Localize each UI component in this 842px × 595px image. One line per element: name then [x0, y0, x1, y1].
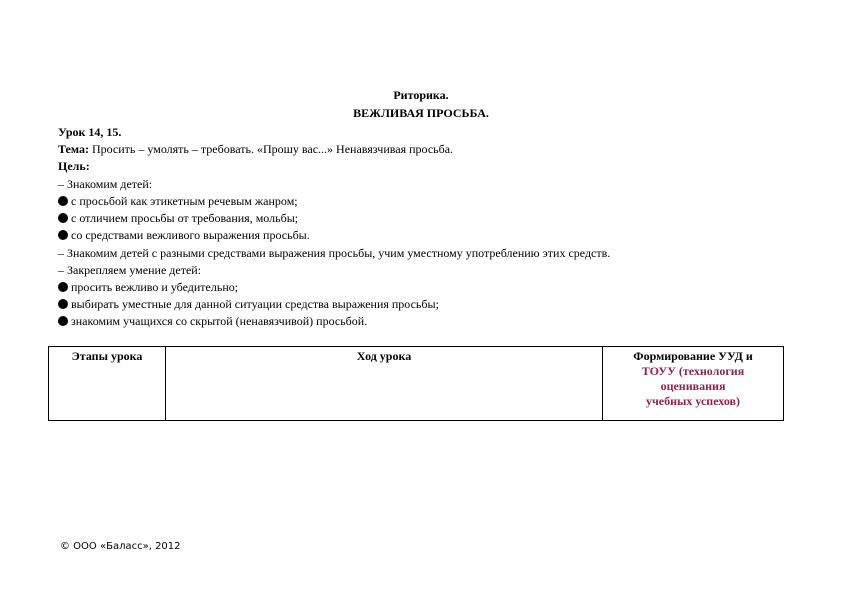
table-header-row: [49, 347, 784, 421]
goal-bullet: [58, 228, 310, 242]
lesson-topic: [58, 142, 453, 156]
bullet-text: просить вежливо и убедительно;: [71, 280, 239, 294]
bullet-text: с отличием просьбы от требования, мольбы;: [71, 211, 299, 225]
col-progress: Ход урока: [166, 347, 603, 421]
goal-line: – Знакомим детей:: [58, 177, 153, 191]
topic-text: Просить – умолять – требовать. «Прошу вас...» Ненавязчивая просьба.: [88, 142, 454, 156]
bullet-icon: [58, 282, 68, 292]
goal-bullet: [58, 280, 238, 294]
goal-bullet: [58, 314, 367, 328]
col-uud-line3: оценивания: [660, 379, 726, 393]
goal-label: Цель:: [58, 159, 90, 173]
subject-heading: Риторика.: [393, 88, 449, 102]
lesson-number: Урок 14, 15.: [58, 125, 122, 139]
goal-bullet: [58, 297, 439, 311]
goal-line: – Закрепляем умение детей:: [58, 263, 202, 277]
bullet-icon: [58, 316, 68, 326]
bullet-text: выбирать уместные для данной ситуации средства выражения просьбы;: [71, 297, 439, 311]
col-uud-line4: учебных успехов): [645, 394, 741, 408]
goal-line: – Знакомим детей с разными средствами выражения просьбы, учим уместному употреблению этих средств.: [58, 246, 611, 260]
lesson-table: [48, 346, 784, 421]
bullet-text: знакомим учащихся со скрытой (ненавязчивой) просьбой.: [71, 314, 368, 328]
bullet-icon: [58, 230, 68, 240]
bullet-text: со средствами вежливого выражения просьбы.: [71, 228, 310, 242]
copyright-footer: © ООО «Баласс», 2012: [60, 541, 181, 552]
goal-bullet: [58, 194, 298, 208]
col-uud-line2: ТОУУ (технология: [641, 364, 745, 378]
goal-bullet: [58, 211, 298, 225]
topic-label: Тема:: [58, 142, 89, 156]
bullet-icon: [58, 196, 68, 206]
col-stages: Этапы урока: [49, 347, 166, 421]
bullet-icon: [58, 213, 68, 223]
bullet-text: с просьбой как этикетным речевым жанром;: [71, 194, 298, 208]
page-title: ВЕЖЛИВАЯ ПРОСЬБА.: [353, 106, 489, 120]
col-uud: [603, 347, 784, 421]
bullet-icon: [58, 299, 68, 309]
col-uud-line1: Формирование УУД и: [633, 349, 753, 363]
